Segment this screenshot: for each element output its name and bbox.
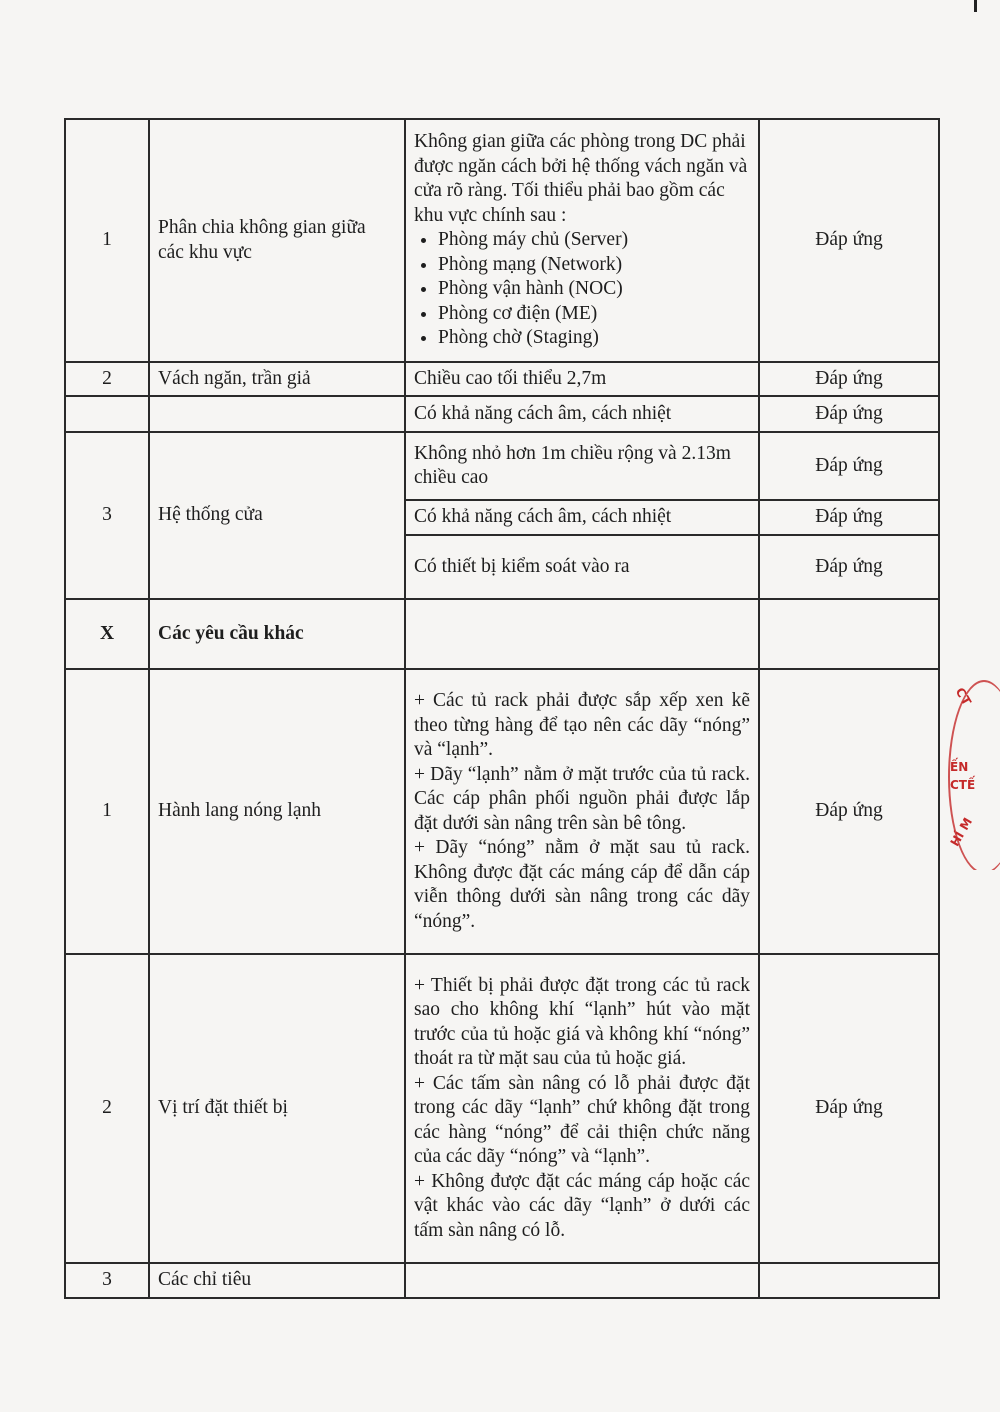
requirement-cell: Không nhỏ hơn 1m chiều rộng và 2.13m chiều cao: [405, 432, 759, 500]
table-row: [65, 599, 939, 669]
requirement-text: + Thiết bị phải được đặt trong các tủ rack sao cho không khí “lạnh” hút vào mặt trước của tủ hoặc giá và không khí “nóng” thoát ra từ mặt sau của tủ hoặc giá.: [414, 974, 750, 1070]
list-item: • Phòng cơ điện (ME): [438, 302, 750, 327]
seal-text: ẾN: [950, 760, 969, 774]
item-name: Các chỉ tiêu: [149, 1263, 405, 1298]
room-list: [414, 228, 750, 351]
item-name: Hành lang nóng lạnh: [149, 669, 405, 954]
item-name: Vách ngăn, trần giả: [149, 362, 405, 396]
table-row: [65, 362, 939, 396]
result-cell: Đáp ứng: [759, 119, 939, 362]
row-number: 2: [65, 954, 149, 1263]
requirement-text: + Dãy “nóng” nằm ở mặt sau tủ rack. Không được đặt các máng cáp để dẫn cáp viễn thông dưới sàn nâng trong các dãy “nóng”.: [414, 837, 750, 932]
requirement-cell: [405, 669, 759, 954]
list-item: • Phòng vận hành (NOC): [438, 277, 750, 302]
result-cell: [759, 1263, 939, 1298]
list-item: • Phòng máy chủ (Server): [438, 228, 750, 253]
requirement-cell: [405, 954, 759, 1263]
table-row: [65, 119, 939, 362]
requirement-cell: Có khả năng cách âm, cách nhiệt: [405, 396, 759, 432]
result-cell: Đáp ứng: [759, 669, 939, 954]
result-cell: Đáp ứng: [759, 500, 939, 535]
row-number: 3: [65, 432, 149, 599]
requirements-table: [64, 118, 940, 1299]
row-number: 1: [65, 669, 149, 954]
requirement-text: + Các tấm sàn nâng có lỗ phải được đặt trong các dãy “lạnh” chứ không đặt trong các hàng “nóng” để cải thiện chức năng của các dãy “nóng” và “lạnh”.: [414, 1072, 750, 1168]
table-row: [65, 396, 939, 432]
table-row: [65, 669, 939, 954]
result-cell: Đáp ứng: [759, 954, 939, 1263]
result-cell: Đáp ứng: [759, 535, 939, 599]
item-name: Phân chia không gian giữa các khu vực: [149, 119, 405, 362]
row-number: 3: [65, 1263, 149, 1298]
section-title: Các yêu cầu khác: [149, 599, 405, 669]
result-cell: Đáp ứng: [759, 396, 939, 432]
requirement-cell: Có thiết bị kiểm soát vào ra: [405, 535, 759, 599]
requirement-text: + Các tủ rack phải được sắp xếp xen kẽ theo từng hàng để tạo nên các dãy “nóng” và “lạnh”.: [414, 690, 750, 760]
list-item: • Phòng chờ (Staging): [438, 326, 750, 351]
item-name: [149, 396, 405, 432]
requirement-cell: [405, 1263, 759, 1298]
row-number: [65, 396, 149, 432]
red-seal-stamp: [944, 680, 1000, 870]
requirement-cell: [405, 599, 759, 669]
requirement-text: Không gian giữa các phòng trong DC phải được ngăn cách bởi hệ thống vách ngăn và cửa rõ ràng. Tối thiểu phải bao gồm các khu vực chính sau :: [414, 131, 748, 226]
result-cell: [759, 599, 939, 669]
requirement-cell: Có khả năng cách âm, cách nhiệt: [405, 500, 759, 535]
requirement-cell: [405, 119, 759, 362]
section-number: X: [65, 599, 149, 669]
result-cell: Đáp ứng: [759, 362, 939, 396]
row-number: 1: [65, 119, 149, 362]
row-number: 2: [65, 362, 149, 396]
requirement-text: + Dãy “lạnh” nằm ở mặt trước của tủ rack. Các cáp phân phối nguồn phải được lắp đặt dưới sàn nâng trên sàn bê tông.: [414, 763, 750, 834]
list-item: • Phòng mạng (Network): [438, 253, 750, 278]
requirement-text: + Không được đặt các máng cáp hoặc các vật khác vào các dãy “lạnh” ở dưới các tấm sàn nâng có lỗ.: [414, 1170, 750, 1241]
seal-text: CTẾ: [950, 778, 976, 792]
table-row: [65, 1263, 939, 1298]
table-row: [65, 432, 939, 500]
seal-text: HÍ M: [947, 815, 976, 849]
item-name: Vị trí đặt thiết bị: [149, 954, 405, 1263]
seal-text: CT: [952, 685, 975, 709]
scan-edge-mark: [974, 0, 977, 12]
result-cell: Đáp ứng: [759, 432, 939, 500]
table-row: [65, 954, 939, 1263]
requirement-cell: Chiều cao tối thiểu 2,7m: [405, 362, 759, 396]
item-name: Hệ thống cửa: [149, 432, 405, 599]
